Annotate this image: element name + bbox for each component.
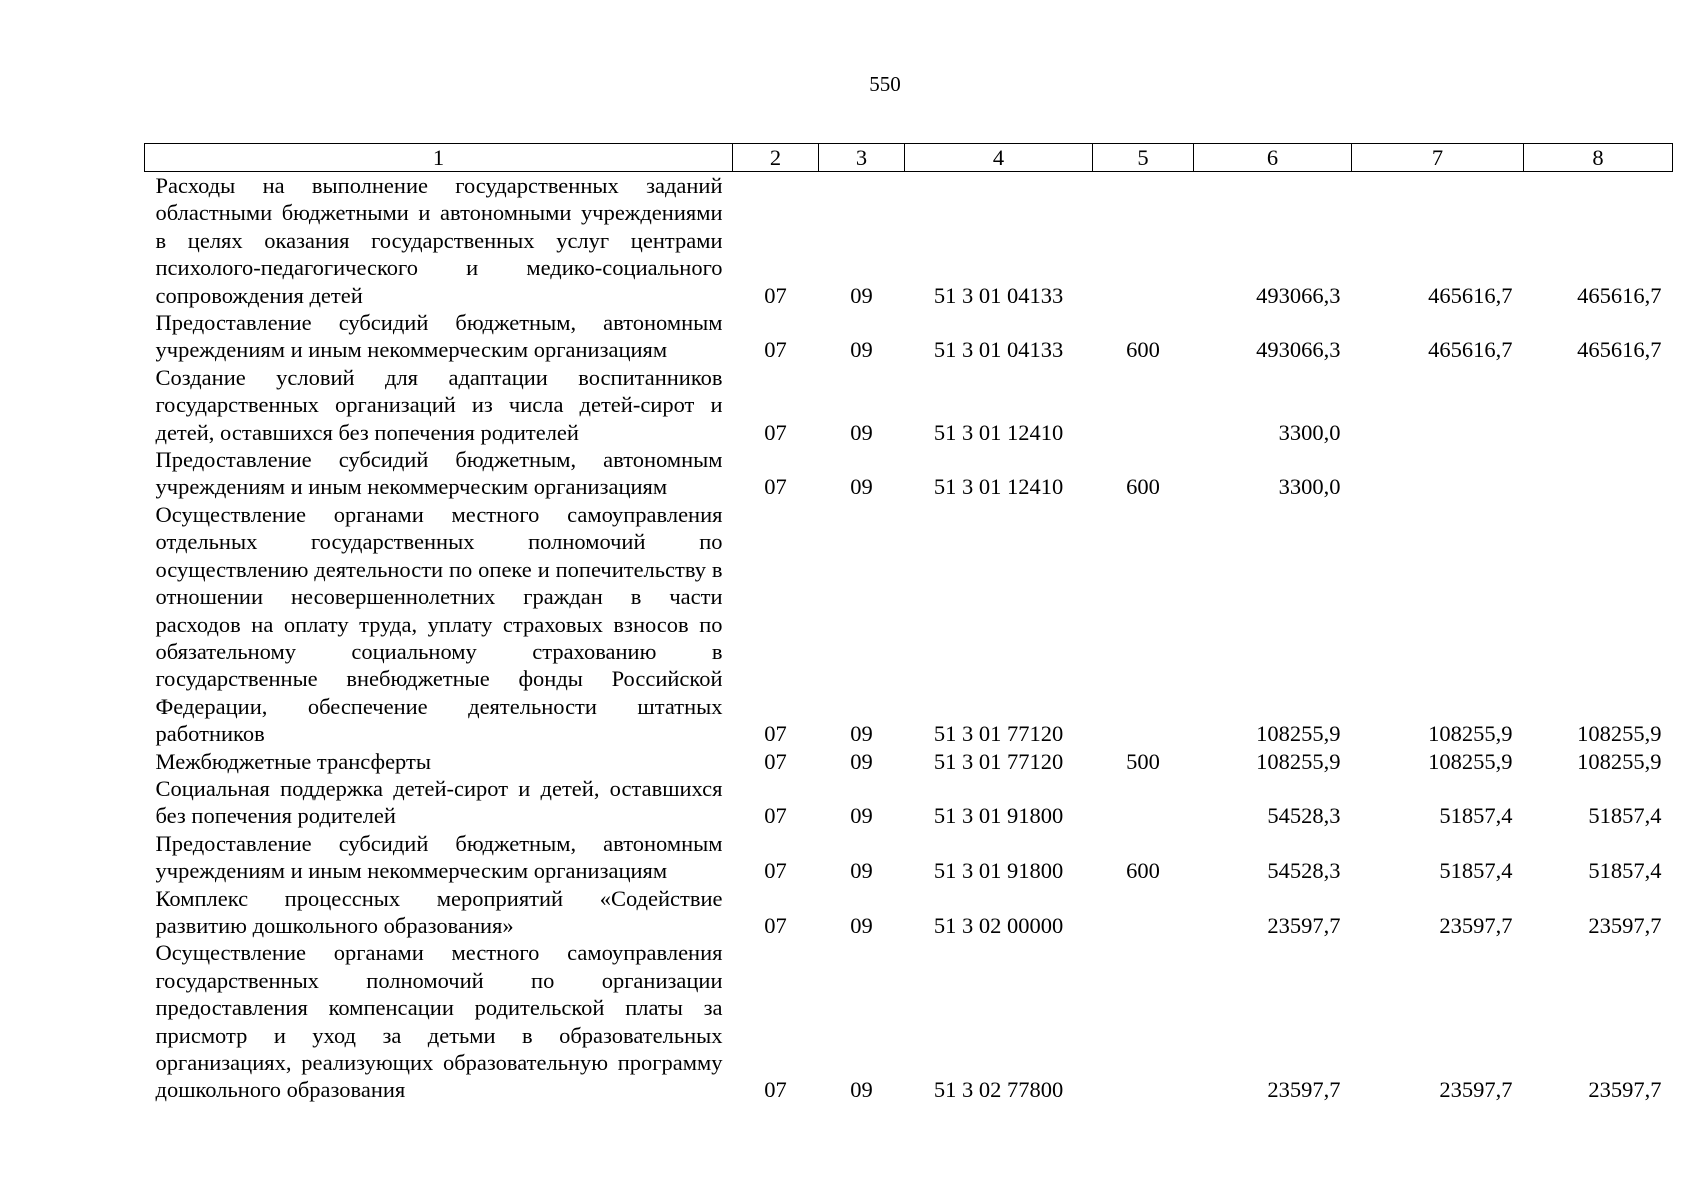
target-code-cell: 51 3 02 77800: [933, 1077, 1064, 1103]
subsection-code-cell: 09: [850, 282, 873, 308]
table-row: [145, 172, 1673, 310]
table-row: [145, 309, 1673, 364]
section-code-cell: 07: [764, 721, 787, 747]
amount-col6-cell: 3300,0: [1278, 474, 1341, 500]
subsection-code-cell: 09: [850, 748, 873, 774]
row-name-cell: Расходы на выполнение государственных заданий областными бюджетными и автономными учреждениями в целях оказания государственных услуг центрами психолого-педагогического и медико-социального сопровождения детей: [155, 173, 723, 308]
header-cell-1: 1: [145, 144, 733, 172]
amount-col7-cell: 23597,7: [1439, 1077, 1513, 1103]
expense-type-cell: [1093, 939, 1194, 1103]
header-row: [145, 144, 1673, 172]
section-code-cell: 07: [764, 912, 787, 938]
amount-col8-cell: 465616,7: [1577, 282, 1662, 308]
subsection-code-cell: 09: [850, 337, 873, 363]
amount-col6-cell: 108255,9: [1256, 721, 1341, 747]
table-row: [145, 939, 1673, 1103]
amount-col6-cell: 23597,7: [1267, 1077, 1341, 1103]
amount-col8-cell: 108255,9: [1577, 721, 1662, 747]
amount-col6-cell: 54528,3: [1267, 803, 1341, 829]
expense-type-cell: [1093, 775, 1194, 830]
amount-col6-cell: 108255,9: [1256, 748, 1341, 774]
table-row: [145, 364, 1673, 446]
amount-col6-cell: 23597,7: [1267, 912, 1341, 938]
amount-col8-cell: 51857,4: [1588, 803, 1662, 829]
header-cell-6: 6: [1194, 144, 1352, 172]
row-name-cell: Социальная поддержка детей-сирот и детей, оставшихся без попечения родителей: [155, 775, 723, 829]
section-code-cell: 07: [764, 1077, 787, 1103]
table-row: [145, 885, 1673, 940]
amount-col8-cell: [1524, 446, 1673, 501]
expense-type-cell: [1093, 172, 1194, 310]
target-code-cell: 51 3 01 91800: [933, 803, 1064, 829]
expense-type-cell: [1093, 364, 1194, 446]
target-code-cell: 51 3 01 77120: [933, 721, 1064, 747]
target-code-cell: 51 3 01 04133: [933, 337, 1064, 363]
target-code-cell: 51 3 01 12410: [933, 474, 1064, 500]
amount-col6-cell: 493066,3: [1256, 282, 1341, 308]
table-row: [145, 501, 1673, 748]
subsection-code-cell: 09: [850, 1077, 873, 1103]
target-code-cell: 51 3 01 12410: [933, 419, 1064, 445]
subsection-code-cell: 09: [850, 419, 873, 445]
amount-col7-cell: 108255,9: [1428, 748, 1513, 774]
subsection-code-cell: 09: [850, 721, 873, 747]
amount-col7-cell: 108255,9: [1428, 721, 1513, 747]
subsection-code-cell: 09: [850, 858, 873, 884]
row-name-cell: Предоставление субсидий бюджетным, автономным учреждениям и иным некоммерческим организациям: [155, 310, 723, 363]
amount-col7-cell: 465616,7: [1428, 337, 1513, 363]
header-cell-7: 7: [1352, 144, 1524, 172]
table-header: [145, 144, 1673, 172]
expense-type-cell: 600: [1126, 858, 1160, 884]
amount-col8-cell: [1524, 364, 1673, 446]
amount-col8-cell: 23597,7: [1588, 1077, 1662, 1103]
expense-type-cell: 600: [1126, 474, 1160, 500]
amount-col7-cell: [1352, 446, 1524, 501]
amount-col7-cell: 23597,7: [1439, 912, 1513, 938]
amount-col8-cell: 51857,4: [1588, 858, 1662, 884]
table-row: [145, 748, 1673, 775]
expense-type-cell: 600: [1126, 337, 1160, 363]
section-code-cell: 07: [764, 337, 787, 363]
table-body: [145, 172, 1673, 1104]
row-name-cell: Осуществление органами местного самоуправления государственных полномочий по организации предоставления компенсации родительской платы за присмотр и уход за детьми в образовательных организациях, реализующих образовательную программу дошкольного образования: [155, 940, 723, 1103]
target-code-cell: 51 3 02 00000: [933, 912, 1064, 938]
row-name-cell: Создание условий для адаптации воспитанников государственных организаций из числа детей-сирот и детей, оставшихся без попечения родителей: [155, 364, 723, 445]
section-code-cell: 07: [764, 748, 787, 774]
amount-col7-cell: 51857,4: [1439, 858, 1513, 884]
section-code-cell: 07: [764, 474, 787, 500]
row-name-cell: Предоставление субсидий бюджетным, автономным учреждениям и иным некоммерческим организациям: [155, 830, 723, 884]
header-cell-2: 2: [733, 144, 819, 172]
table-row: [145, 775, 1673, 830]
expense-type-cell: [1093, 501, 1194, 748]
table-row: [145, 446, 1673, 501]
target-code-cell: 51 3 01 91800: [933, 858, 1064, 884]
header-cell-8: 8: [1524, 144, 1673, 172]
page-number: 550: [869, 72, 901, 96]
subsection-code-cell: 09: [850, 474, 873, 500]
subsection-code-cell: 09: [850, 912, 873, 938]
expense-type-cell: 500: [1126, 748, 1160, 774]
section-code-cell: 07: [764, 419, 787, 445]
section-code-cell: 07: [764, 858, 787, 884]
header-cell-5: 5: [1093, 144, 1194, 172]
expense-type-cell: [1093, 885, 1194, 940]
amount-col8-cell: 23597,7: [1588, 912, 1662, 938]
target-code-cell: 51 3 01 04133: [933, 282, 1064, 308]
amount-col6-cell: 3300,0: [1278, 419, 1341, 445]
amount-col6-cell: 493066,3: [1256, 337, 1341, 363]
subsection-code-cell: 09: [850, 803, 873, 829]
amount-col7-cell: 465616,7: [1428, 282, 1513, 308]
section-code-cell: 07: [764, 282, 787, 308]
amount-col7-cell: 51857,4: [1439, 803, 1513, 829]
row-name-cell: Комплекс процессных мероприятий «Содействие развитию дошкольного образования»: [155, 885, 723, 938]
amount-col8-cell: 108255,9: [1577, 748, 1662, 774]
amount-col7-cell: [1352, 364, 1524, 446]
amount-col6-cell: 54528,3: [1267, 858, 1341, 884]
table-row: [145, 830, 1673, 885]
budget-table: [144, 143, 1673, 1104]
amount-col8-cell: 465616,7: [1577, 337, 1662, 363]
section-code-cell: 07: [764, 803, 787, 829]
row-name-cell: Предоставление субсидий бюджетным, автономным учреждениям и иным некоммерческим организациям: [155, 447, 723, 500]
header-cell-3: 3: [819, 144, 905, 172]
header-cell-4: 4: [905, 144, 1093, 172]
row-name-cell: Осуществление органами местного самоуправления отдельных государственных полномочий по осуществлению деятельности по опеке и попечительству в отношении несовершеннолетних граждан в части расходов на оплату труда, уплату страховых взносов по обязательному социальному страхованию в государственные внебюджетные фонды Российской Федерации, обеспечение деятельности штатных работников: [155, 501, 723, 747]
target-code-cell: 51 3 01 77120: [933, 748, 1064, 774]
row-name-cell: Межбюджетные трансферты: [155, 748, 431, 774]
